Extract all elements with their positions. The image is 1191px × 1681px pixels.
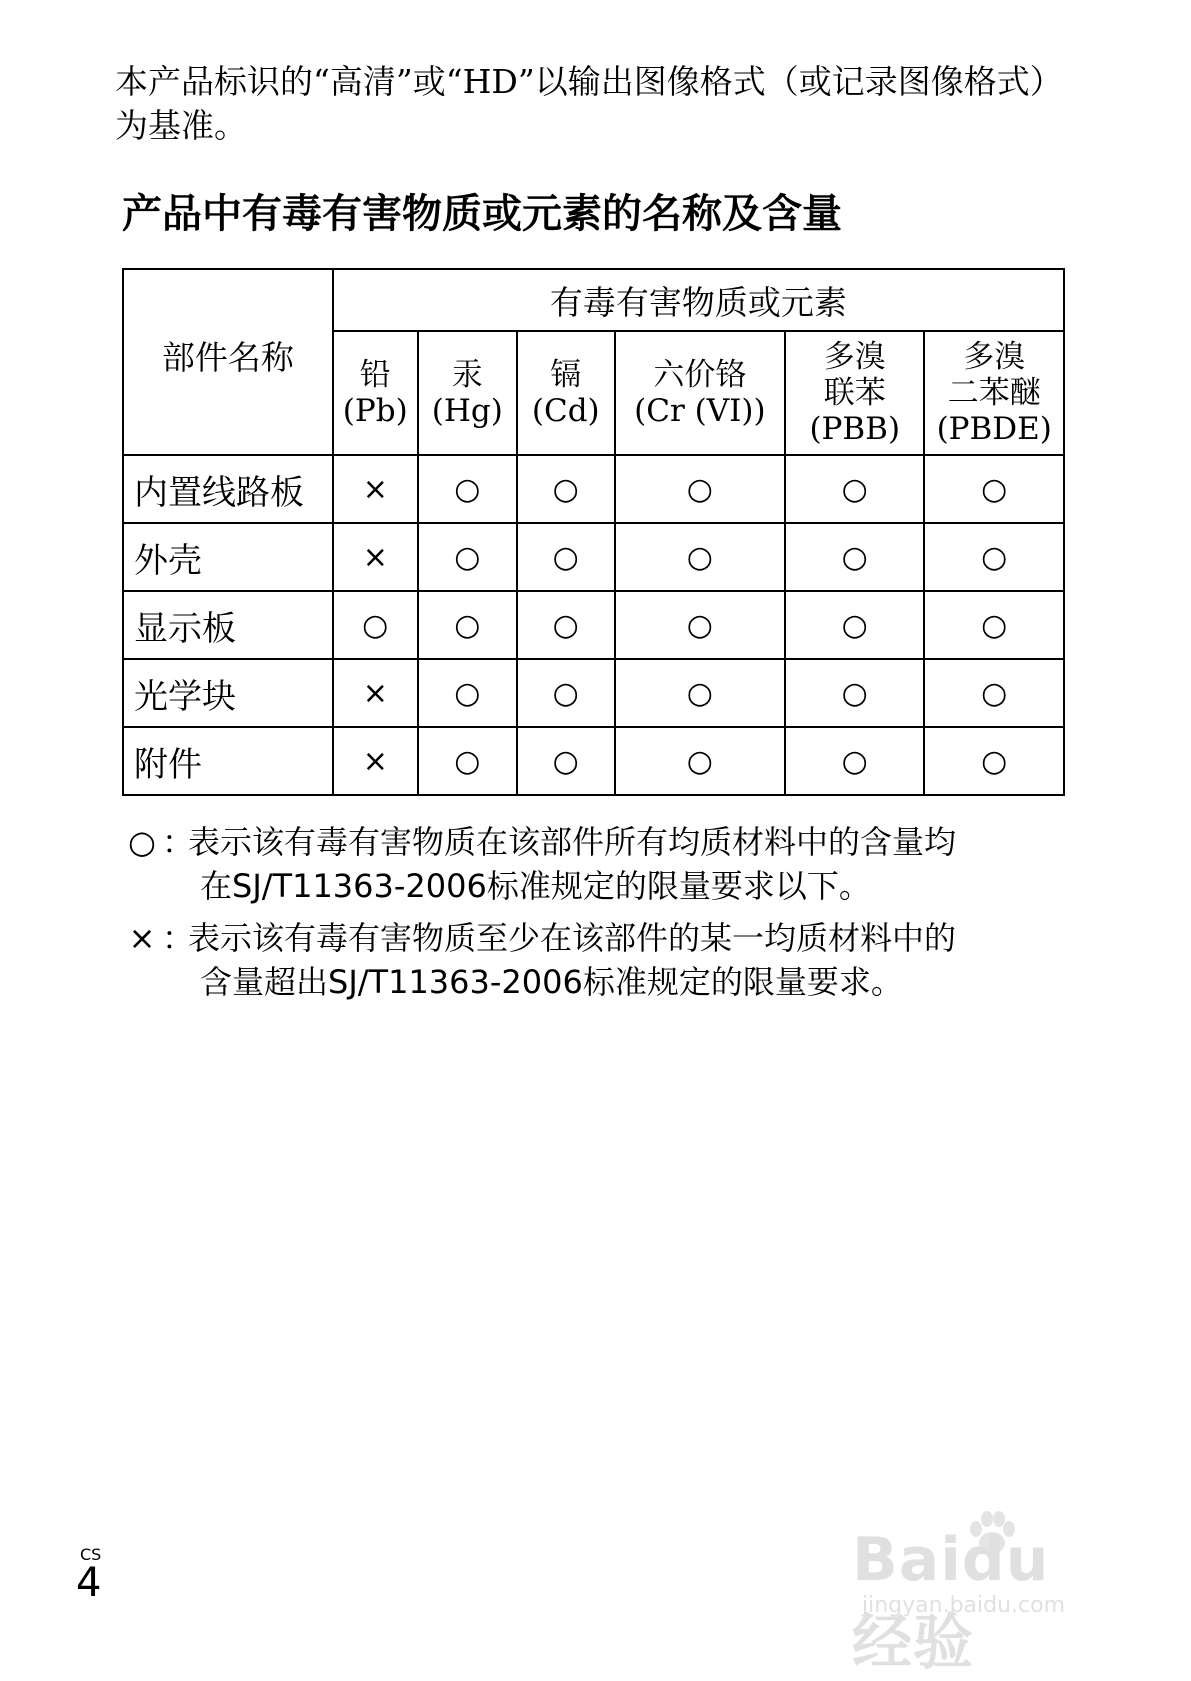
circle-mark-cell: ○ (517, 727, 615, 795)
note-text: 表示该有毒有害物质在该部件所有均质材料中的含量均 (188, 823, 957, 861)
circle-mark-cell: ○ (785, 455, 924, 523)
circle-mark-cell: ○ (418, 523, 517, 591)
substance-header-line: 铅 (359, 357, 391, 393)
note-text-continued: 含量超出SJ/T11363-2006标准规定的限量要求。 (200, 963, 903, 1001)
part-name-cell: 外壳 (123, 523, 333, 591)
circle-mark-cell: ○ (418, 727, 517, 795)
table-row (123, 455, 1064, 523)
substance-header-line: (Hg) (431, 393, 503, 429)
circle-mark-cell: ○ (785, 591, 924, 659)
circle-mark-cell: ○ (924, 591, 1064, 659)
substance-header-line: 多溴 (963, 339, 1026, 375)
table-row (123, 659, 1064, 727)
substance-group-header: 有毒有害物质或元素 (333, 269, 1064, 331)
circle-mark-cell: ○ (924, 455, 1064, 523)
substance-header-line: (PBDE) (936, 411, 1052, 447)
substance-header-line: 多溴 (823, 339, 886, 375)
intro-paragraph: 本产品标识的“高清”或“HD”以输出图像格式（或记录图像格式）为基准。 (115, 62, 1063, 145)
legend-notes (122, 820, 1082, 1012)
substance-header-2 (517, 331, 615, 455)
circle-mark-cell: ○ (615, 455, 785, 523)
part-name-cell: 光学块 (123, 659, 333, 727)
circle-mark-cell: ○ (418, 591, 517, 659)
cross-mark-cell: × (333, 727, 418, 795)
circle-mark-cell: ○ (517, 523, 615, 591)
note-line (122, 916, 1082, 960)
note-colon: ： (162, 919, 195, 957)
substance-header-3 (615, 331, 785, 455)
circle-mark-cell: ○ (418, 659, 517, 727)
circle-mark-cell: ○ (615, 727, 785, 795)
circle-mark-cell: ○ (924, 727, 1064, 795)
part-name-cell: 附件 (123, 727, 333, 795)
table-body (123, 455, 1064, 795)
substance-header-line: 六价铬 (653, 357, 747, 393)
substance-header-4 (785, 331, 924, 455)
circle-mark-cell: ○ (785, 659, 924, 727)
substance-header-0 (333, 331, 418, 455)
cross-mark-cell: × (333, 523, 418, 591)
circle-mark-cell: ○ (517, 455, 615, 523)
substance-header-line: 二苯醚 (947, 375, 1041, 411)
substance-header-line: (PBB) (809, 411, 901, 447)
substance-table (122, 268, 1065, 796)
section-heading: 产品中有毒有害物质或元素的名称及含量 (122, 191, 842, 237)
substance-header-line: (Pb) (342, 393, 408, 429)
circle-mark-cell: ○ (615, 591, 785, 659)
substance-header-line: 联苯 (823, 375, 886, 411)
circle-mark-cell: ○ (333, 591, 418, 659)
circle-mark-cell: ○ (517, 659, 615, 727)
substance-header-1 (418, 331, 517, 455)
substance-header-line: 镉 (550, 357, 582, 393)
language-tag: CS (80, 1545, 102, 1564)
watermark (852, 1515, 1132, 1678)
legend-note-absent (122, 820, 1082, 908)
substance-header-line: 汞 (451, 357, 483, 393)
page-number: 4 (76, 1560, 102, 1606)
circle-mark-cell: ○ (615, 659, 785, 727)
circle-mark-cell: ○ (785, 727, 924, 795)
circle-icon: ○ (128, 823, 156, 861)
substance-header-line: (Cr (VI)) (634, 393, 766, 429)
substance-header-line: (Cd) (531, 393, 600, 429)
circle-mark-cell: ○ (615, 523, 785, 591)
cross-icon: × (128, 919, 156, 957)
part-name-cell: 显示板 (123, 591, 333, 659)
watermark-brand: Baidu 经验 (852, 1525, 1050, 1678)
legend-note-exceeds (122, 916, 1082, 1004)
cross-mark-cell: × (333, 455, 418, 523)
circle-mark-cell: ○ (924, 659, 1064, 727)
cross-mark-cell: × (333, 659, 418, 727)
circle-mark-cell: ○ (785, 523, 924, 591)
circle-mark-cell: ○ (517, 591, 615, 659)
substance-header-5 (924, 331, 1064, 455)
watermark-url: jingyan.baidu.com (862, 1593, 1066, 1618)
part-name-cell: 内置线路板 (123, 455, 333, 523)
circle-mark-cell: ○ (418, 455, 517, 523)
part-name-header: 部件名称 (123, 269, 333, 455)
note-line (122, 820, 1082, 864)
circle-mark-cell: ○ (924, 523, 1064, 591)
note-text-continued: 在SJ/T11363-2006标准规定的限量要求以下。 (200, 867, 871, 905)
note-text: 表示该有毒有害物质至少在该部件的某一均质材料中的 (188, 919, 957, 957)
table-header (123, 269, 1064, 455)
table-row (123, 523, 1064, 591)
table-row (123, 591, 1064, 659)
note-colon: ： (162, 823, 195, 861)
table-row (123, 727, 1064, 795)
